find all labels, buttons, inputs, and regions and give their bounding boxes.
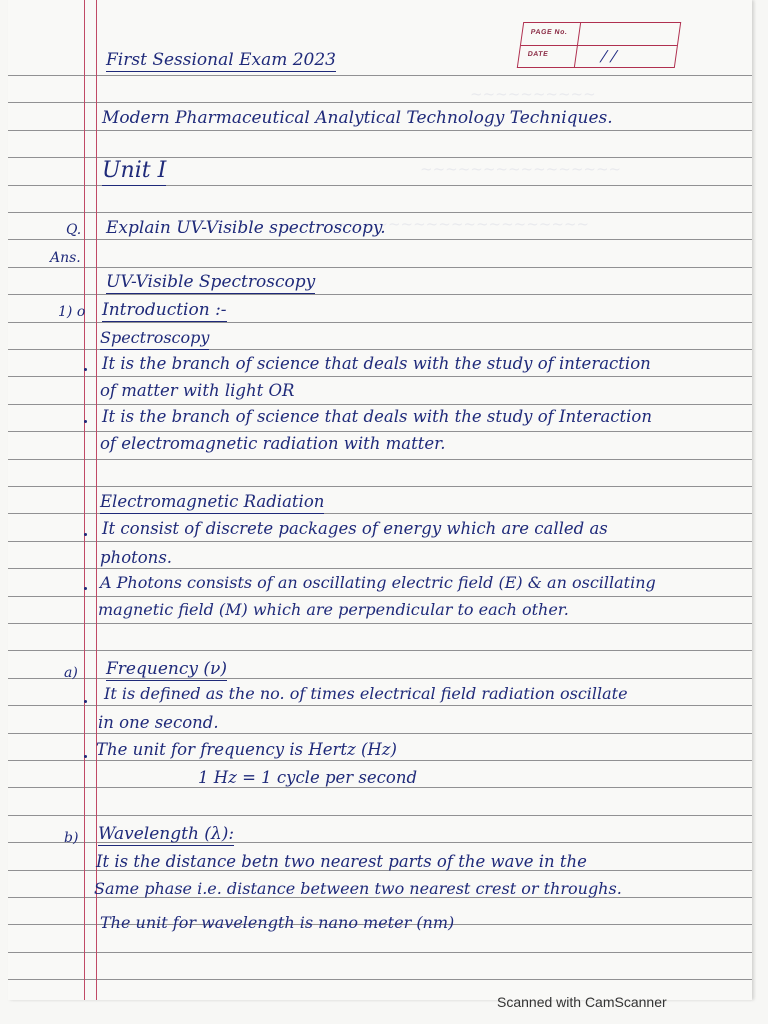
bleed-through-text: ~~~~~~~~~~ <box>470 85 596 103</box>
date-value: / / <box>600 47 618 65</box>
page-date-box <box>517 22 681 68</box>
page-no-row <box>521 23 680 46</box>
frequency-point-2: The unit for frequency is Hertz (Hz) <box>96 740 397 759</box>
emr-point-2-line-1: A Photons consists of an oscillating electric field (E) & an oscillating <box>100 573 656 592</box>
unit-heading: Unit I <box>102 158 166 186</box>
emr-point-2-line-2: magnetic field (M) which are perpendicular to each other. <box>98 600 569 619</box>
definition-1-line-2: of matter with light OR <box>100 381 295 400</box>
ruled-line <box>8 486 752 487</box>
wavelength-line-3: The unit for wavelength is nano meter (nm) <box>100 913 455 932</box>
ruled-line <box>8 596 752 597</box>
ruled-line <box>8 267 752 268</box>
wavelength-heading: Wavelength (λ): <box>98 824 235 844</box>
ruled-line <box>8 623 752 624</box>
wavelength-line-2: Same phase i.e. distance between two nearest crest or throughs. <box>94 879 622 898</box>
wavelength-line-1: It is the distance betn two nearest parts of the wave in the <box>96 852 587 871</box>
question-text: Explain UV-Visible spectroscopy. <box>106 218 386 238</box>
ruled-line <box>8 815 752 816</box>
topic-title: UV-Visible Spectroscopy <box>106 272 316 292</box>
ruled-line <box>8 952 752 953</box>
frequency-point-1-line-2: in one second. <box>98 713 219 732</box>
intro-heading: Introduction :- <box>102 300 227 320</box>
bullet <box>84 533 87 536</box>
ruled-line <box>8 979 752 980</box>
emr-heading: Electromagnetic Radiation <box>100 492 324 514</box>
ruled-line <box>8 239 752 240</box>
bullet <box>84 420 87 423</box>
definition-2-line-2: of electromagnetic radiation with matter. <box>100 434 446 453</box>
frequency-heading: Frequency (ν) <box>106 659 227 679</box>
question-marker: Q. <box>66 222 82 238</box>
ruled-line <box>8 75 752 76</box>
ruled-line <box>8 541 752 542</box>
frequency-point-1-line-1: It is defined as the no. of times electrical field radiation oscillate <box>104 684 628 703</box>
bleed-through-text: ~~~~~~~~~~~~~~~~~~~~~~~ <box>300 215 590 233</box>
margin-line-inner <box>96 0 97 1000</box>
ruled-line <box>8 130 752 131</box>
bleed-through-text: ~~~~~~~~~~~~~~~~ <box>420 160 622 178</box>
margin-line-outer <box>84 0 85 1000</box>
ruled-line <box>8 568 752 569</box>
ruled-line <box>8 459 752 460</box>
ruled-line <box>8 650 752 651</box>
emr-point-1-line-2: photons. <box>100 548 173 567</box>
emr-point-1-line-1: It consist of discrete packages of energy which are called as <box>102 519 608 538</box>
ruled-line <box>8 705 752 706</box>
subject-title: Modern Pharmaceutical Analytical Technology Techniques. <box>102 108 613 128</box>
intro-marker: 1) o <box>58 304 86 320</box>
ruled-line <box>8 376 752 377</box>
ruled-line <box>8 212 752 213</box>
definition-1-line-1: It is the branch of science that deals with the study of interaction <box>102 354 651 373</box>
wavelength-marker: b) <box>64 830 79 846</box>
frequency-equation: 1 Hz = 1 cycle per second <box>198 768 418 787</box>
date-row <box>518 45 677 67</box>
definition-2-line-1: It is the branch of science that deals with the study of Interaction <box>102 407 652 426</box>
scanner-watermark: Scanned with CamScanner <box>497 994 667 1010</box>
ruled-line <box>8 102 752 103</box>
spectroscopy-heading: Spectroscopy <box>100 328 209 350</box>
frequency-marker: a) <box>64 665 78 681</box>
ruled-line <box>8 294 752 295</box>
bullet <box>84 700 87 703</box>
ruled-line <box>8 760 752 761</box>
page-no-label: PAGE No. <box>530 29 568 36</box>
ruled-line <box>8 404 752 405</box>
ruled-line <box>8 431 752 432</box>
bullet <box>84 587 87 590</box>
answer-marker: Ans. <box>50 250 81 266</box>
exam-title: First Sessional Exam 2023 <box>106 50 336 70</box>
bullet <box>84 368 87 371</box>
bullet <box>84 755 87 758</box>
date-label: DATE <box>527 51 549 58</box>
